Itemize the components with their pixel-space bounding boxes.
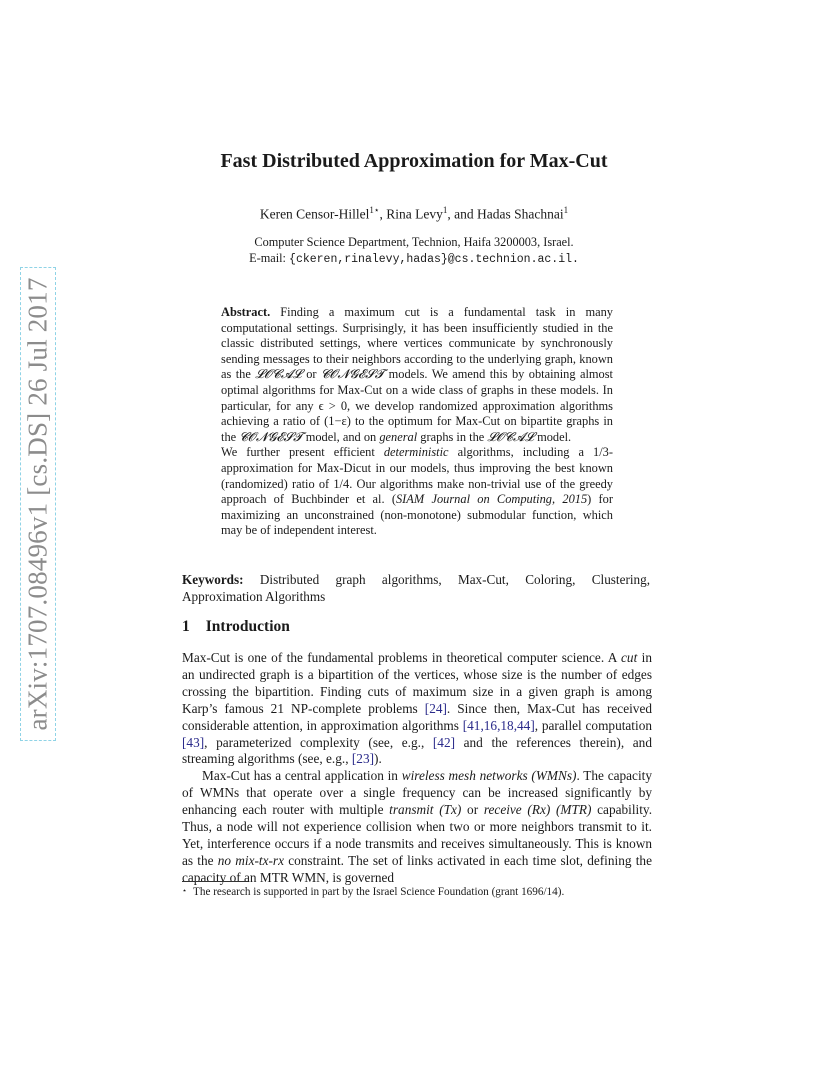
author-affiliation-mark: 1⋆ — [369, 205, 380, 215]
body-text: in an undirected graph is a bipartition of the vertices, whose size is the number of edges crossing the bipartition. Finding cuts of maximum size in a given graph is among Karp’s famous 21 NP-complete problems — [182, 650, 652, 716]
citation-link[interactable]: [41,16,18,44] — [462, 717, 535, 733]
author-name: Hadas Shachnai — [477, 206, 564, 222]
abstract-paragraph — [221, 305, 613, 445]
paper-title: Fast Distributed Approximation for Max-Cut — [220, 150, 608, 172]
author-list — [0, 205, 828, 223]
emphasis-general: general — [379, 429, 418, 444]
keywords-label: Keywords: — [182, 572, 244, 587]
abstract-text: We further present efficient — [221, 445, 384, 460]
citation-link[interactable]: [43] — [182, 734, 205, 750]
body-text: , parallel computation — [534, 717, 652, 733]
emphasis-cut: cut — [621, 650, 638, 665]
body-text: Max-Cut has a central application in — [202, 768, 402, 784]
citation-link[interactable]: [24] — [424, 700, 447, 716]
author-separator: , — [379, 206, 387, 222]
body-text: constraint. The set of links activated in each time slot, defining the capacity of an MTR WMN, is governed — [182, 852, 652, 885]
abstract-text: graphs in the — [417, 429, 488, 444]
section-number: 1 — [182, 618, 190, 635]
citation-link[interactable]: [23] — [351, 751, 375, 767]
footnote — [182, 886, 652, 898]
abstract-text: ) for maximizing an unconstrained (non-monotone) submodular function, which may be of independent interest. — [221, 492, 613, 538]
body-text: or — [461, 802, 484, 818]
author-affiliation-mark: 1 — [563, 205, 569, 215]
emphasis-wmn: wireless mesh networks (WMNs) — [401, 768, 577, 784]
affiliation-block — [0, 234, 828, 268]
author-name: Keren Censor-Hillel — [259, 206, 370, 222]
body-text: . The capacity of WMNs that operate over a single frequency can be increased significantly by enhancing each router with multiple — [182, 768, 652, 818]
body-text: ). — [374, 751, 382, 767]
model-name-local: 𝓛𝓞𝓒𝓐𝓛 — [487, 429, 534, 444]
body-text: Max-Cut is one of the fundamental problems in theoretical computer science. A — [182, 650, 622, 665]
keywords-text: Distributed graph algorithms, Max-Cut, Coloring, Clustering, Approximation Algorithms — [182, 572, 650, 604]
body-text: capability. Thus, a node will not experience collision when two or more neighbors transmit to it. Yet, interference occurs if a node transmits and receives simultaneously. This is known as the — [182, 802, 653, 868]
emphasis-transmit: transmit (Tx) — [389, 802, 462, 818]
abstract — [221, 305, 613, 539]
abstract-label: Abstract. — [221, 305, 271, 319]
emphasis-mtr: (MTR) — [556, 802, 592, 818]
abstract-text: model, and on — [302, 429, 380, 444]
affiliation-line: Computer Science Department, Technion, Haifa 3200003, Israel. — [254, 235, 574, 249]
footnote-divider — [182, 881, 248, 882]
journal-reference: SIAM Journal on Computing, 2015 — [395, 492, 588, 507]
abstract-text: model. — [533, 429, 572, 444]
abstract-text: algorithms, including a 1/3-approximation for Max-Dicut in our models, thus improving the best known (randomized) ratio of 1/4. Our algorithms make non-trivial use of the greedy approach of Buchbinder et al. ( — [221, 445, 613, 507]
footnote-mark: ⋆ — [182, 886, 188, 895]
keywords — [182, 571, 650, 605]
abstract-paragraph — [221, 445, 613, 539]
body-text: , parameterized complexity (see, e.g., — [204, 734, 433, 750]
body-paragraph — [182, 768, 652, 886]
model-name-congest: 𝓒𝓞𝓝𝓖𝓔𝓢𝓣 — [239, 429, 303, 444]
emphasis-no-mix: no mix-tx-rx — [217, 852, 285, 868]
section-heading — [182, 618, 290, 636]
body-text: . Since then, Max-Cut has received considerable attention, in approximation algorithms — [182, 700, 652, 733]
emphasis-receive: receive (Rx) — [483, 802, 551, 818]
model-name-congest: 𝓒𝓞𝓝𝓖𝓔𝓢𝓣 — [320, 367, 385, 382]
arxiv-identifier: arXiv:1707.08496v1 [cs.DS] 26 Jul 2017 — [22, 277, 53, 731]
emphasis-deterministic: deterministic — [383, 445, 449, 460]
abstract-text: models. We amend this by obtaining almost optimal algorithms for Max-Cut on a wide class of graphs in these models. In particular, for any ϵ > 0, we develop randomized approximation algorithms achieving a ratio of (1−ε) to the optimum for Max-Cut on bipartite graphs in the — [221, 367, 613, 444]
introduction-body — [182, 650, 652, 887]
footnote-text: The research is supported in part by the Israel Science Foundation (grant 1696/14). — [193, 886, 565, 898]
citation-link[interactable]: [42] — [432, 734, 456, 750]
section-title: Introduction — [205, 618, 290, 635]
abstract-text: Finding a maximum cut is a fundamental task in many computational settings. Surprisingly, it has been insufficiently studied in the classic distributed settings, where vertices communicate by synchronously sending messages to their neighbors according to the underlying graph, known as the — [221, 305, 613, 382]
model-name-local: 𝓛𝓞𝓒𝓐𝓛 — [255, 367, 302, 382]
author-name: Rina Levy — [386, 206, 443, 222]
author-separator: , and — [447, 206, 478, 222]
body-text: and the references therein), and streaming algorithms (see, e.g., — [182, 734, 652, 767]
email-label: E-mail: — [249, 251, 290, 265]
email-address: {ckeren,rinalevy,hadas}@cs.technion.ac.il. — [289, 253, 579, 266]
email-line — [0, 250, 828, 268]
abstract-text: or — [301, 367, 321, 382]
author-affiliation-mark: 1 — [442, 205, 448, 215]
body-paragraph — [182, 650, 652, 768]
